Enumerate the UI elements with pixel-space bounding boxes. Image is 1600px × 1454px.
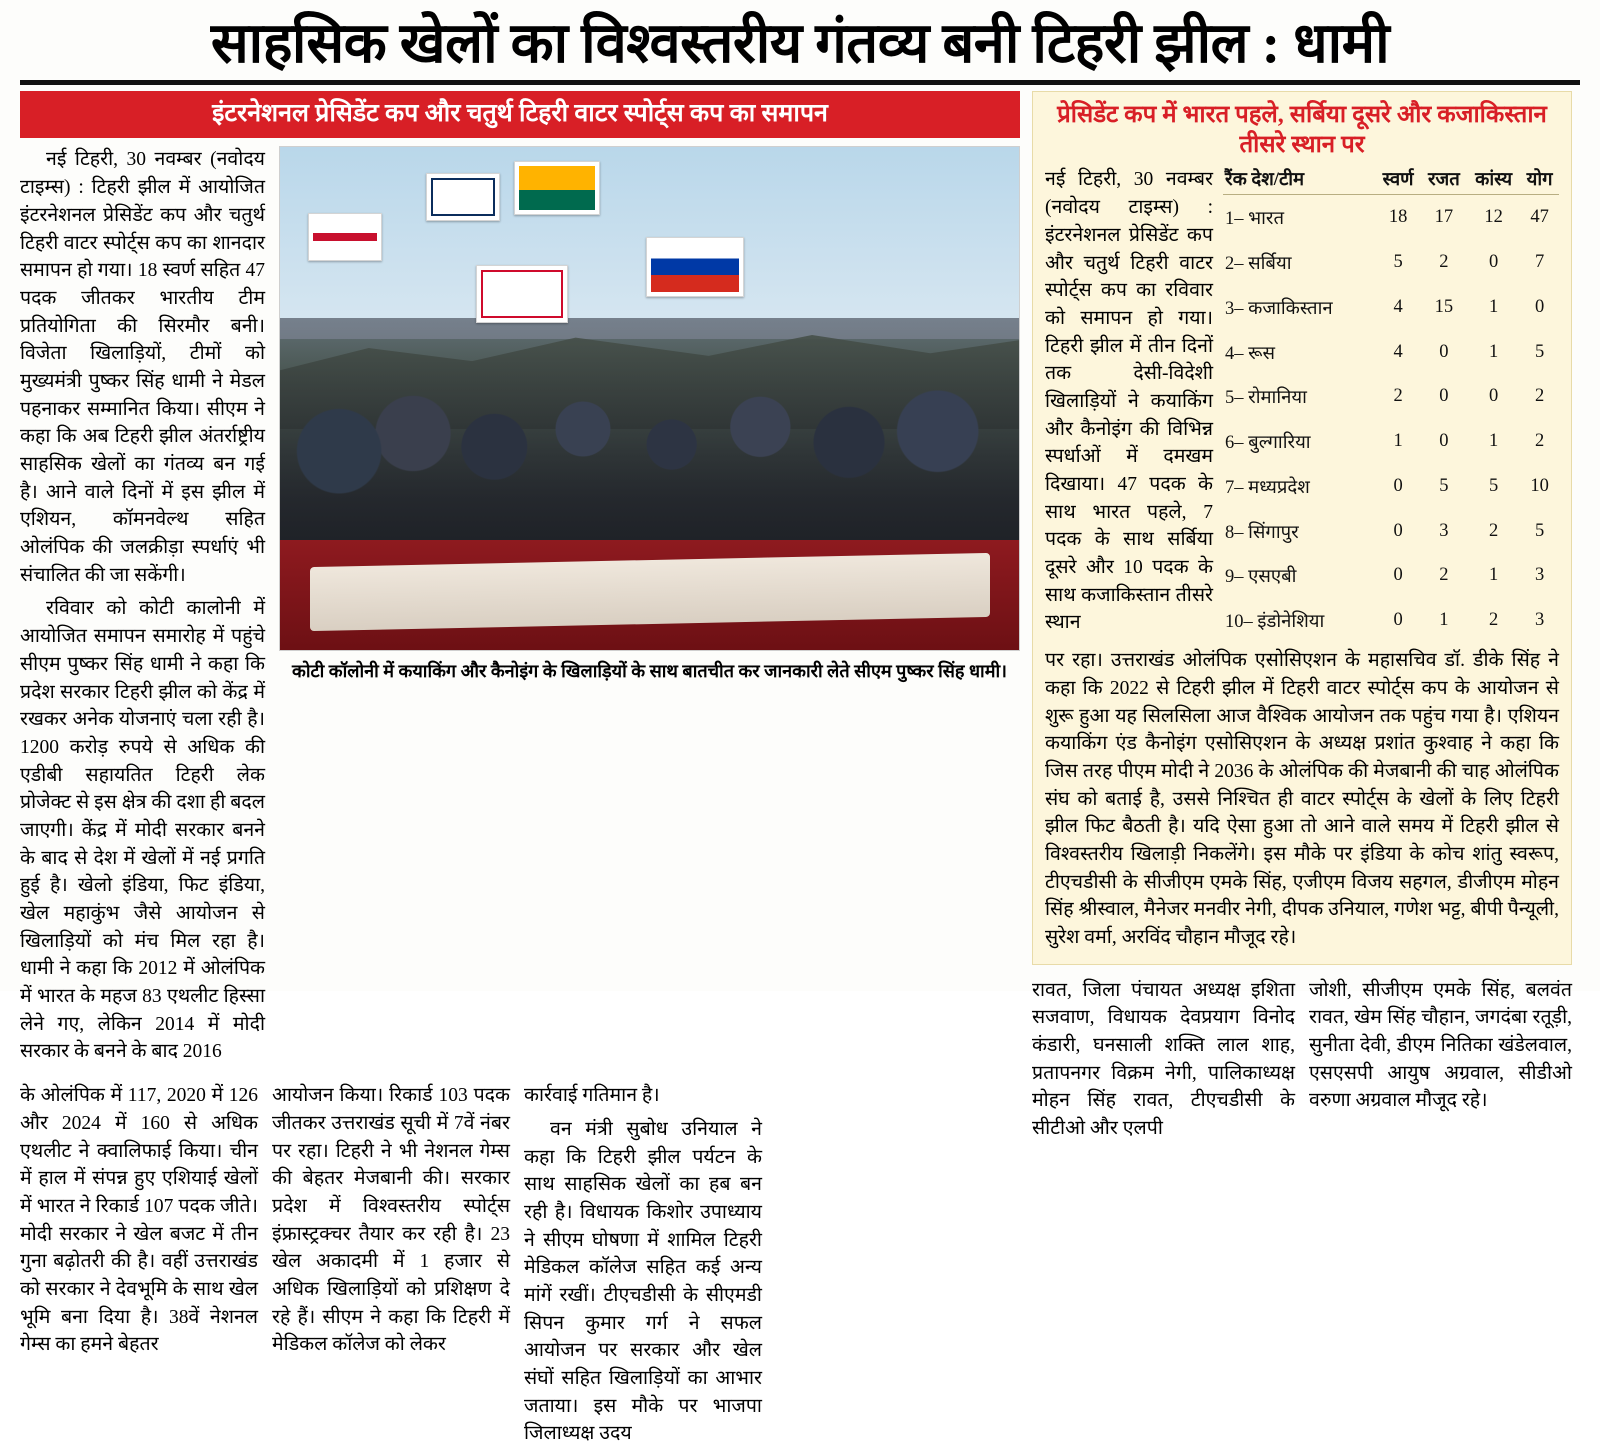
cell-rank: 8–: [1225, 522, 1244, 543]
cell-silver: 17: [1434, 207, 1454, 228]
left-zone: [20, 91, 1020, 1454]
article-continuation: [20, 1082, 1020, 1454]
cell-silver: 15: [1434, 297, 1454, 318]
cell-team: [1223, 285, 1375, 330]
cell-silver: 3: [1439, 520, 1449, 541]
cell-team: [1223, 330, 1375, 375]
flag-placard-icon: [476, 265, 568, 323]
flag-placard-icon: [646, 237, 744, 297]
cell-silver: 0: [1439, 341, 1449, 362]
body-grid: [0, 85, 1600, 1454]
subhead-banner: इंटरनेशनल प्रेसिडेंट कप और चतुर्थ टिहरी वाटर स्पोर्ट्स कप का समापन: [20, 91, 1020, 138]
headline-wrap: [22, 14, 1578, 74]
medal-table-body: [1223, 195, 1559, 643]
table-row: [1223, 464, 1559, 509]
cell-total: 0: [1534, 297, 1545, 318]
cell-gold: 0: [1393, 520, 1403, 541]
article-area: [20, 146, 1020, 1072]
cell-bronze: 0: [1489, 386, 1499, 407]
cell-total: 3: [1534, 565, 1545, 586]
medal-box-dateline: नई टिहरी, 30 नवम्बर (नवोदय टाइम्स) :: [1045, 169, 1213, 219]
cell-rank: 2–: [1225, 254, 1244, 275]
cell-silver: 2: [1439, 252, 1449, 273]
cell-bronze: 5: [1489, 475, 1499, 496]
cell-total: 5: [1534, 341, 1545, 362]
cell-rank: 7–: [1225, 477, 1244, 498]
table-header-row: [1223, 166, 1559, 195]
table-row: [1223, 285, 1559, 330]
cell-total: 3: [1534, 610, 1545, 631]
article-col4b: वन मंत्री सुबोध उनियाल ने कहा कि टिहरी झील पर्यटन के साथ साहसिक खेलों का हब बन रही है। विधायक किशोर उपाध्याय ने सीएम घोषणा में शामिल टिहरी मेडिकल कॉलेज सहित कई अन्य मांगें रखीं। टीएचडीसी के सीएमडी सिपन कुमार गर्ग ने सफल आयोजन पर सरकार और खेल संघों सहित खिलाड़ियों का आभार जताया। इस मौके पर भाजपा जिलाध्यक्ष उदय: [524, 1118, 762, 1445]
page-headline: साहसिक खेलों का विश्वस्तरीय गंतव्य बनी टिहरी झील : धामी: [210, 13, 1390, 75]
cell-bronze: 12: [1484, 207, 1503, 228]
medal-box-title: प्रेसिडेंट कप में भारत पहले, सर्बिया दूसरे और कजाकिस्तान तीसरे स्थान पर: [1057, 102, 1547, 159]
cell-team-name: एसएबी: [1248, 567, 1297, 588]
cell-gold: 18: [1388, 207, 1408, 228]
cell-team-name: रूस: [1248, 343, 1276, 364]
col-gold: स्वर्ण: [1375, 166, 1420, 195]
footer-column-1: [1032, 977, 1295, 1149]
cell-team-name: कजाकिस्तान: [1248, 299, 1333, 320]
col-rank-team: रैंक देश/टीम: [1223, 166, 1375, 195]
table-row: [1223, 419, 1559, 464]
article-col1-p1: टिहरी झील में आयोजित इंटरनेशनल प्रेसिडेंट कप और चतुर्थ टिहरी वाटर स्पोर्ट्स कप का शानदार समापन हो गया। 18 स्वर्ण सहित 47 पदक जीतकर भारतीय टीम प्रतियोगिता की सिरमौर बनी। विजेता खिलाड़ियों, टीमों को मुख्यमंत्री पुष्कर सिंह धामी ने मेडल पहनाकर सम्मानित किया। सीएम ने कहा कि अब टिहरी झील अंतर्राष्ट्रीय साहसिक खेलों का गंतव्य बन गई है। आने वाले दिनों में इस झील में एशियन, कॉमनवेल्थ सहित ओलंपिक की जलक्रीड़ा स्पर्धाएं भी संचालित की जा सकेंगी।: [20, 177, 266, 586]
cell-total: 2: [1534, 386, 1545, 407]
cell-total: 10: [1530, 475, 1549, 496]
col-silver: रजत: [1421, 166, 1467, 195]
flag-placard-icon: [426, 173, 500, 221]
footer-col1: रावत, जिला पंचायत अध्यक्ष इशिता सजवाण, विधायक देवप्रयाग विनोद कंडारी, घनसाली शक्ति लाल शाह, प्रतापनगर विक्रम नेगी, पालिकाध्यक्ष मोहन सिंह रावत, टीएचडीसी के सीटीओ और एलपी: [1032, 979, 1295, 1140]
cell-team: [1223, 375, 1375, 420]
article-col1-p2: रविवार को कोटी कालोनी में आयोजित समापन समारोह में पहुंचे सीएम पुष्कर सिंह धामी ने कहा कि प्रदेश सरकार टिहरी झील को केंद्र में रखकर अनेक योजनाएं चला रही है। 1200 करोड़ रुपये से अधिक की एडीबी सहायतित टिहरी लेक प्रोजेक्ट से इस क्षेत्र की दशा ही बदल जाएगी। केंद्र में मोदी सरकार बनने के बाद से देश में खेलों में नई प्रगति हुई है। खेलो इंडिया, फिट इंडिया, खेल महाकुंभ जैसे आयोजन से खिलाड़ियों को मंच मिल रहा है। धामी ने कहा कि 2012 में ओलंपिक में भारत के महज 83 एथलीट हिस्सा लेने गए, लेकिन 2014 में मोदी सरकार के बनने के बाद 2016: [20, 598, 265, 1063]
article-column-4: [524, 1082, 762, 1454]
cell-bronze: 1: [1489, 565, 1499, 586]
cell-team: [1223, 195, 1375, 240]
cell-team-name: सर्बिया: [1248, 254, 1292, 275]
cell-bronze: 0: [1489, 252, 1499, 273]
cell-rank: 4–: [1225, 343, 1244, 364]
cell-team: [1223, 464, 1375, 509]
cell-total: 47: [1530, 207, 1549, 228]
table-row: [1223, 554, 1559, 599]
cell-team-name: रोमानिया: [1248, 388, 1307, 409]
cell-gold: 0: [1393, 475, 1403, 496]
medal-box-lead: [1045, 166, 1213, 637]
cell-bronze: 2: [1489, 610, 1499, 631]
cell-bronze: 1: [1489, 297, 1499, 318]
cell-team-name: मध्यप्रदेश: [1248, 477, 1310, 498]
article-paragraph: [20, 146, 265, 589]
cell-silver: 0: [1439, 431, 1449, 452]
cell-gold: 4: [1393, 297, 1403, 318]
cell-rank: 9–: [1225, 567, 1244, 588]
cell-silver: 0: [1439, 386, 1449, 407]
article-col3: आयोजन किया। रिकार्ड 103 पदक जीतकर उत्तराखंड सूची में 7वें नंबर पर रहा। टिहरी ने भी नेशनल गेम्स की बेहतर मेजबानी की। सरकार प्रदेश में विश्वस्तरीय स्पोर्ट्स इंफ्रास्ट्रक्चर तैयार कर रही है। 23 खेल अकादमी में 1 हजार से अधिक खिलाड़ियों को प्रशिक्षण दे रहे हैं। सीएम ने कहा कि टिहरी में मेडिकल कॉलेज को लेकर: [272, 1085, 510, 1356]
medal-box-inner: [1045, 166, 1559, 643]
cell-gold: 2: [1393, 386, 1403, 407]
cell-team: [1223, 509, 1375, 554]
cell-team: [1223, 598, 1375, 643]
table-row: [1223, 509, 1559, 554]
cell-team-name: सिंगापुर: [1248, 522, 1299, 543]
table-row: [1223, 195, 1559, 240]
article-col1-p2-wrap: [20, 595, 265, 1066]
footer-col2: जोशी, सीजीएम एमके सिंह, बलवंत रावत, खेम सिंह चौहान, जगदंबा रतूड़ी, सुनीता देवी, डीएम नितिका खंडेलवाल, एसएसपी आयुष अग्रवाल, सीडीओ वरुणा अग्रवाल मौजूद रहे।: [1309, 979, 1572, 1112]
event-photo: [279, 146, 1020, 651]
table-row: [1223, 240, 1559, 285]
cell-total: 5: [1534, 520, 1545, 541]
cell-rank: 6–: [1225, 433, 1244, 454]
article-column-2: [20, 1082, 258, 1454]
cell-silver: 1: [1439, 610, 1449, 631]
footer-column-2: [1309, 977, 1572, 1149]
medal-box-after-text: पर रहा। उत्तराखंड ओलंपिक एसोसिएशन के महासचिव डॉ. डीके सिंह ने कहा कि 2022 से टिहरी झील में टिहरी वाटर स्पोर्ट्स कप के आयोजन से शुरू हुआ यह सिलसिला आज वैश्विक आयोजन तक पहुंच गया है। एशियन कयाकिंग एंड कैनोइंग एसोसिएशन के अध्यक्ष प्रशांत कुश्वाह ने कहा कि जिस तरह पीएम मोदी ने 2036 के ओलंपिक की मेजबानी की चाह ओलंपिक संघ को बताई है, उससे निश्चित ही वाटर स्पोर्ट्स के खेलों के लिए टिहरी झील फिट बैठती है। यदि ऐसा हुआ तो आने वाले समय में टिहरी झील से विश्वस्तरीय खिलाड़ी निकलेंगे। इस मौके पर इंडिया के कोच शांतु स्वरूप, टीएचडीसी के सीजीएम एमके सिंह, एजीएम विजय सहगल, डीजीएम मोहन सिंह श्रीस्वाल, मैनेजर मनवीर नेगी, दीपक उनियाल, गणेश भट्ट, बीपी पैन्यूली, सुरेश वर्मा, अरविंद चौहान मौजूद रहे।: [1045, 650, 1559, 949]
flag-placard-icon: [514, 161, 600, 215]
cell-team-name: भारत: [1248, 209, 1285, 230]
medal-table-head: [1223, 166, 1559, 195]
cell-gold: 4: [1393, 341, 1403, 362]
cell-team: [1223, 554, 1375, 599]
cell-gold: 5: [1393, 252, 1403, 273]
medal-box-lead-text: इंटरनेशनल प्रेसिडेंट कप और चतुर्थ टिहरी वाटर स्पोर्ट्स कप का रविवार को समापन हो गया। टिहरी झील में तीन दिनों तक देसी-विदेशी खिलाड़ियों ने कयाकिंग और कैनोइंग की विभिन्न स्पर्धाओं में दमखम दिखाया। 47 पदक के साथ भारत पहले, 7 पदक के साथ सर्बिया दूसरे और 10 पदक के साथ कजाकिस्तान तीसरे स्थान: [1045, 224, 1213, 634]
article-col2: के ओलंपिक में 117, 2020 में 126 और 2024 में 160 से अधिक एथलीट ने क्वालिफाई किया। चीन में हाल में संपन्न हुए एशियाई खेलों में भारत ने रिकार्ड 107 पदक जीते। मोदी सरकार ने खेल बजट में तीन गुना बढ़ोतरी की है। वहीं उत्तराखंड को सरकार ने देवभूमि के साथ खेल भूमि बना दिया है। 38वें नेशनल गेम्स का हमने बेहतर: [20, 1085, 258, 1356]
cell-bronze: 1: [1489, 431, 1499, 452]
flag-placard-icon: [308, 213, 382, 261]
cell-bronze: 1: [1489, 341, 1499, 362]
photo-crowd: [280, 318, 1019, 539]
photo-caption: कोटी कॉलोनी में कयाकिंग और कैनोइंग के खिलाड़ियों के साथ बातचीत कर जानकारी लेते सीएम पुष्कर सिंह धामी।: [292, 661, 1007, 682]
article-col4: कार्रवाई गतिमान है।: [524, 1085, 660, 1107]
cell-team-name: बुल्गारिया: [1248, 433, 1311, 454]
cell-team-name: इंडोनेशिया: [1257, 612, 1325, 633]
col-total: योग: [1520, 166, 1559, 195]
cell-gold: 1: [1393, 431, 1403, 452]
cell-total: 2: [1534, 431, 1545, 452]
photo-red-carpet: [280, 540, 1019, 651]
footer-columns: [1032, 977, 1572, 1149]
right-zone: [1032, 91, 1572, 1454]
dateline: नई टिहरी, 30 नवम्बर (नवोदय टाइम्स) :: [20, 149, 265, 199]
article-column-1: [20, 146, 265, 1072]
article-column-3: [272, 1082, 510, 1454]
table-row: [1223, 375, 1559, 420]
table-row: [1223, 598, 1559, 643]
cell-rank: 1–: [1225, 209, 1244, 230]
cell-team: [1223, 419, 1375, 464]
cell-rank: 10–: [1225, 612, 1253, 633]
cell-gold: 0: [1393, 610, 1403, 631]
masthead: [0, 0, 1600, 74]
cell-team: [1223, 240, 1375, 285]
medal-tally-box: [1032, 91, 1572, 964]
table-row: [1223, 330, 1559, 375]
cell-silver: 5: [1439, 475, 1449, 496]
medal-box-lead-column: [1045, 166, 1213, 643]
medal-table: [1223, 166, 1559, 643]
photo-block: [279, 146, 1020, 1072]
col-bronze: कांस्य: [1467, 166, 1520, 195]
cell-total: 7: [1534, 252, 1545, 273]
cell-rank: 3–: [1225, 299, 1244, 320]
cell-silver: 2: [1439, 565, 1449, 586]
cell-gold: 0: [1393, 565, 1403, 586]
cell-rank: 5–: [1225, 388, 1244, 409]
cell-bronze: 2: [1489, 520, 1499, 541]
